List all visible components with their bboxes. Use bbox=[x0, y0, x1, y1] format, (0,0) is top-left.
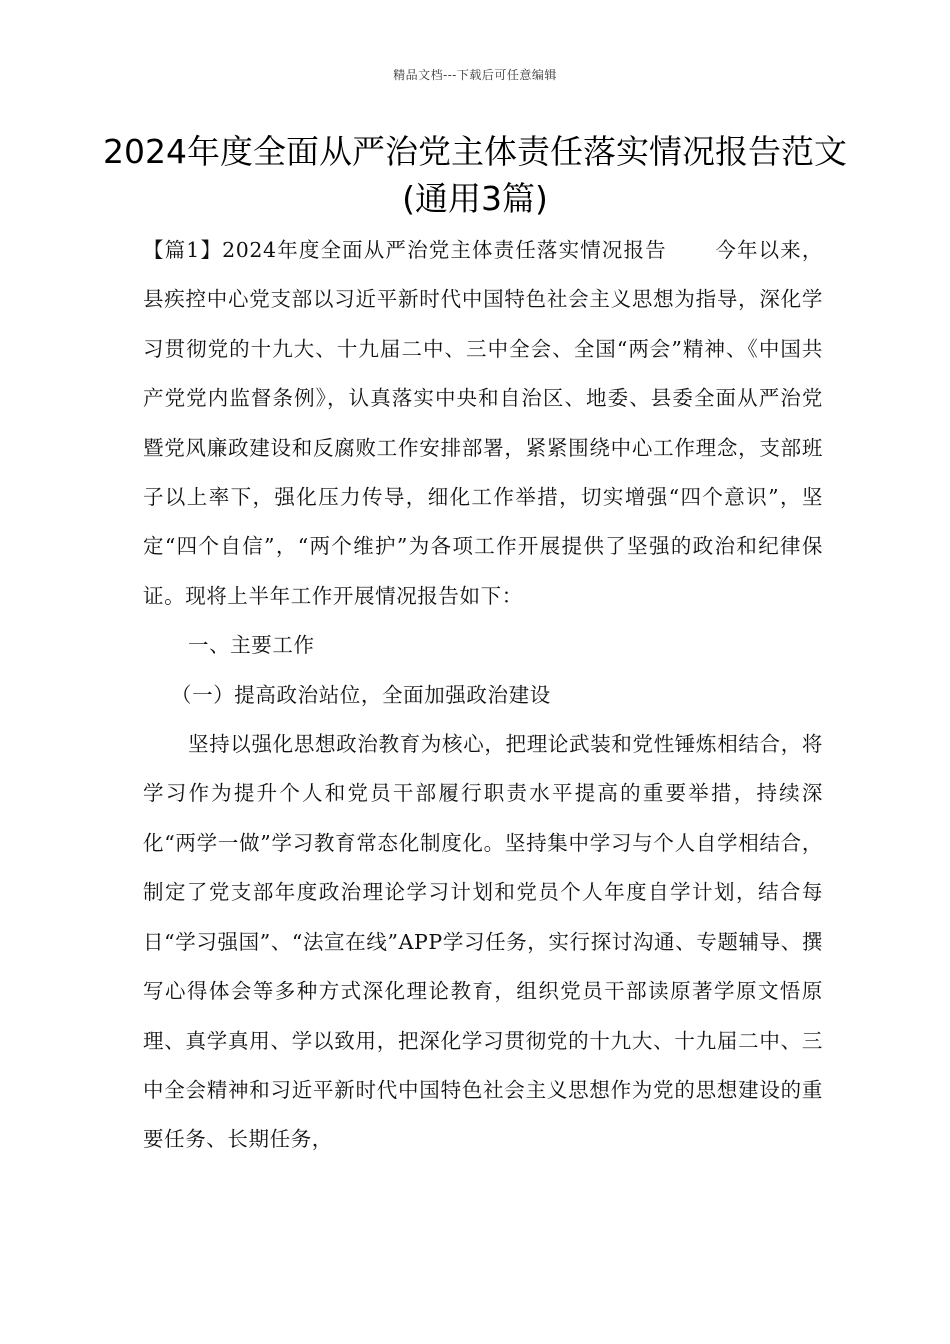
header-note: 精品文档---下载后可任意编辑 bbox=[393, 68, 557, 82]
body-paragraph: 坚持以强化思想政治教育为核心，把理论武装和党性锤炼相结合，将学习作为提升个人和党员干部履行职责水平提高的重要举措，持续深化“两学一做”学习教育常态化制度化。坚持集中学习与个人自学相结合，制定了党支部年度政治理论学习计划和党员个人年度自学计划，结合每日“学习强国”、“法宣在线”APP学习任务，实行探讨沟通、专题辅导、撰写心得体会等多种方式深化理论教育，组织党员干部读原著学原文悟原理、真学真用、学以致用，把深化学习贯彻党的十九大、十九届二中、三中全会精神和习近平新时代中国特色社会主义思想作为党的思想建设的重要任务、长期任务， bbox=[143, 732, 823, 1152]
document-title: 2024年度全面从严治党主体责任落实情况报告范文(通用3篇) bbox=[103, 132, 847, 218]
section-heading: 一、主要工作 bbox=[188, 633, 315, 658]
subsection-heading: （一）提高政治站位，全面加强政治建设 bbox=[171, 682, 551, 707]
document-body bbox=[143, 226, 823, 1165]
intro-paragraph bbox=[143, 226, 823, 621]
intro-text: 今年以来，县疾控中心党支部以习近平新时代中国特色社会主义思想为指导，深化学习贯彻党的十九大、十九届二中、三中全会、全国“两会”精神、《中国共产党党内监督条例》，认真落实中央和自治区、地委、县委全面从严治党暨党风廉政建设和反腐败工作安排部署，紧紧围绕中心工作理念，支部班子以上率下，强化压力传导，细化工作举措，切实增强“四个意识”，坚定“四个自信”，“两个维护”为各项工作开展提供了坚强的政治和纪律保证。现将上半年工作开展情况报告如下： bbox=[143, 238, 824, 608]
article-label: 【篇1】2024年度全面从严治党主体责任落实情况报告 bbox=[143, 238, 667, 262]
